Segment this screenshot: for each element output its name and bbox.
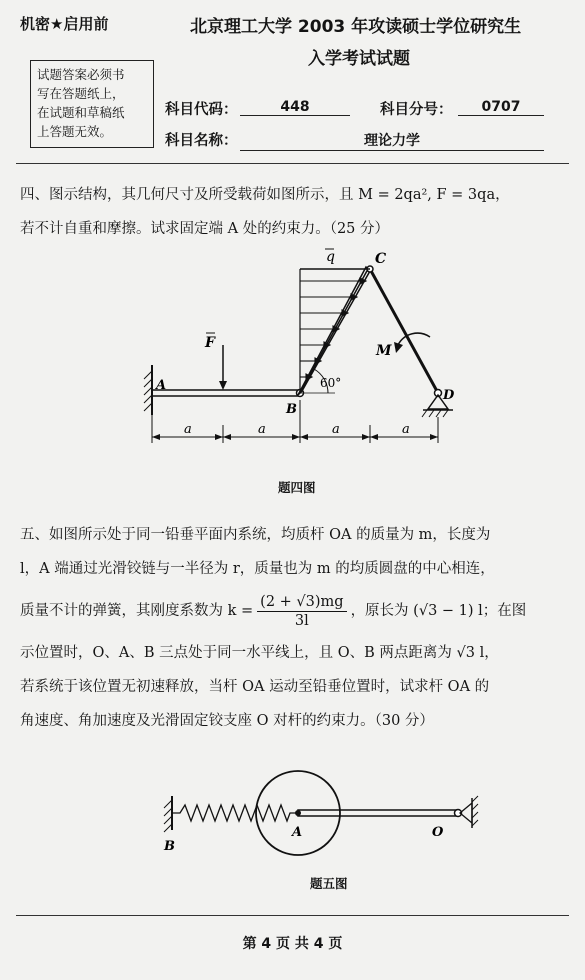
hinge-A: [295, 810, 301, 816]
dim-label: a: [184, 422, 192, 437]
label-M: M: [376, 343, 392, 359]
label-D: D: [443, 388, 455, 403]
subject-code-value: 448: [240, 99, 350, 116]
moment-M-arc: [398, 333, 430, 345]
dim-label: a: [332, 422, 340, 437]
fraction-numerator: (2 + √3)mg: [257, 593, 346, 612]
q5-line-4: 示位置时，O、A、B 三点处于同一水平线上，且 O、B 两点距离为 √3 l，: [20, 645, 499, 661]
q4-line-1: 四、图示结构，其几何尺寸及所受载荷如图所示，且 M = 2qa², F = 3qa，: [20, 187, 510, 203]
load-arrows: [300, 278, 366, 380]
bar-OA: [298, 810, 458, 816]
q4-line-2: 若不计自重和摩擦。试求固定端 A 处的约束力。（25 分）: [20, 221, 389, 237]
spring: [172, 805, 298, 821]
exam-title: 北京理工大学 2003 年攻读硕士学位研究生: [190, 17, 522, 37]
header-divider: [16, 163, 569, 164]
beam-AB: [152, 390, 300, 396]
angle-label: 60°: [320, 376, 342, 390]
q5-line-5: 若系统于该位置无初速释放，当杆 OA 运动至铅垂位置时，试求杆 OA 的: [20, 679, 490, 695]
q4-text: [20, 178, 570, 246]
q5-line-3-post: ，原长为 (√3 − 1) l；在图: [350, 603, 527, 619]
label-A: A: [156, 378, 167, 393]
subject-name-value: 理论力学: [240, 130, 544, 151]
notice-line: 在试题和草稿纸: [37, 105, 125, 120]
page-footer: 第 4 页 共 4 页: [242, 936, 343, 952]
confidential-mark: 机密★启用前: [20, 15, 109, 33]
label-B: B: [164, 839, 175, 854]
footer-divider: [16, 915, 569, 916]
label-O: O: [432, 825, 444, 840]
q5-line-1: 五、如图所示处于同一铅垂平面内系统，均质杆 OA 的质量为 m，长度为: [20, 527, 491, 543]
notice-line: 写在答题纸上，: [37, 86, 125, 101]
subject-name-label: 科目名称：: [165, 133, 238, 149]
q5-line-6: 角速度、角加速度及光滑固定铰支座 O 对杆的约束力。（30 分）: [20, 713, 434, 729]
label-F: F: [205, 335, 215, 351]
answer-notice-box: [30, 60, 154, 148]
notice-line: 试题答案必须书: [37, 67, 125, 82]
q5-line-2: l，A 端通过光滑铰链与一半径为 r，质量也为 m 的均质圆盘的中心相连，: [20, 561, 495, 577]
q5-line-3: [20, 586, 570, 636]
bar-CD: [370, 269, 438, 393]
subject-number-value: 0707: [458, 99, 544, 116]
q5-caption: 题五图: [310, 876, 348, 891]
label-C: C: [375, 251, 387, 267]
stiffness-fraction: [257, 593, 346, 630]
subject-number-label: 科目分号：: [380, 102, 453, 118]
dim-label: a: [258, 422, 266, 437]
subject-code-label: 科目代码：: [165, 102, 238, 118]
label-q: q: [326, 249, 335, 265]
wall-hatch: [144, 371, 152, 411]
q5-text: [20, 518, 570, 738]
fraction-denominator: 3l: [294, 612, 309, 629]
q4-caption: 题四图: [278, 480, 316, 495]
notice-line: 上答题无效。: [37, 124, 113, 139]
q5-figure: [150, 768, 480, 868]
q5-line-3-pre: 质量不计的弹簧，其刚度系数为 k =: [20, 603, 254, 619]
q4-figure: [130, 245, 460, 480]
label-A: A: [292, 825, 303, 840]
exam-subtitle: 入学考试试题: [308, 49, 410, 69]
dim-label: a: [402, 422, 410, 437]
label-B: B: [286, 402, 297, 417]
